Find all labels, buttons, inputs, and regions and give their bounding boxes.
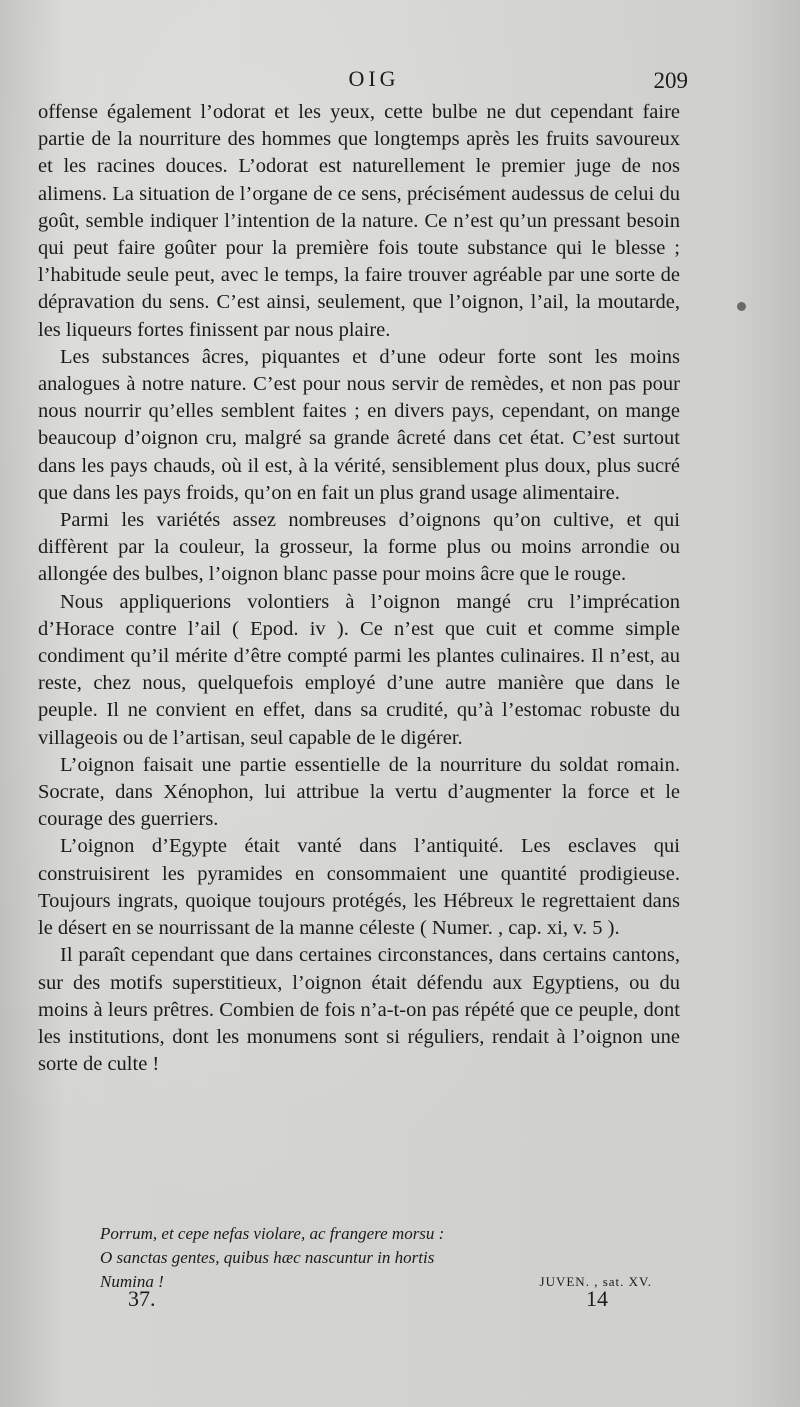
page-header [60, 66, 688, 100]
paragraph-4: Nous appliquerions volontiers à l’oignon mangé cru l’imprécation d’Horace contre l’ail ( Epod. iv ). Ce n’est que cuit et comme simple condiment qu’il mérite d’être compté parmi les plantes culinaires. Il n’est, au reste, chez nous, quelquefois employé d’une autre manière que dans le peuple. Il ne convient en effet, dans sa crudité, qu’à l’estomac robuste du villageois ou de l’artisan, seul capable de le digérer. [38, 590, 680, 749]
body-text [38, 99, 680, 1078]
signature-mark: 14 [586, 1286, 608, 1311]
latin-quotation [100, 1222, 652, 1294]
paragraph-2: Les substances âcres, piquantes et d’une odeur forte sont les moins analogues à notre nature. C’est pour nous servir de remèdes, et non pas pour nous nourrir qu’elles semblent faites ; en divers pays, cependant, on mange beaucoup d’oignon cru, malgré sa grande âcreté dans cet état. C’est surtout dans les pays chauds, où il est, à la vérité, sensiblement plus doux, plus sucré que dans les pays froids, qu’on en fait un plus grand usage alimentaire. [38, 345, 680, 504]
quote-citation: JUVEN. , sat. XV. [539, 1274, 652, 1289]
ink-speck [737, 302, 746, 311]
paragraph-3: Parmi les variétés assez nombreuses d’oignons qu’on cultive, et qui diffèrent par la couleur, la grosseur, la forme plus ou moins arrondie ou allongée des bulbes, l’oignon blanc passe pour moins âcre que le rouge. [38, 509, 680, 586]
volume-mark: 37. [128, 1286, 156, 1311]
paragraph-6: L’oignon d’Egypte était vanté dans l’antiquité. Les esclaves qui construisirent les pyramides en consommaient une quantité prodigieuse. Toujours ingrats, quoique toujours protégés, les Hébreux le regrettaient dans le désert en se nourrissant de la manne céleste ( Numer. , cap. xi, v. 5 ). [38, 835, 680, 940]
paragraph-5: L’oignon faisait une partie essentielle de la nourriture du soldat romain. Socrate, dans Xénophon, lui attribue la vertu d’augmenter la force et le courage des guerriers. [38, 753, 680, 831]
quote-line-1: Porrum, et cepe nefas violare, ac frangere morsu : [100, 1224, 445, 1243]
page-number: 209 [653, 68, 688, 93]
quote-line-3: Numina ! [100, 1272, 164, 1291]
page-footer [128, 1286, 608, 1316]
paragraph-7: Il paraît cependant que dans certaines circonstances, dans certains cantons, sur des motifs superstitieux, l’oignon était défendu aux Egyptiens, ou du moins à leurs prêtres. Combien de fois n’a-t-on pas répété que ce peuple, dont les institutions, dont les monumens sont si réguliers, rendait à l’oignon une sorte de culte ! [38, 944, 680, 1076]
running-head: OIG [348, 66, 400, 91]
quote-line-2: O sanctas gentes, quibus hæc nascuntur in hortis [100, 1248, 435, 1267]
paragraph-1: offense également l’odorat et les yeux, cette bulbe ne dut cependant faire partie de la nourriture des hommes que longtemps après les fruits savoureux et les racines douces. L’odorat est naturellement le premier juge de nos alimens. La situation de l’organe de ce sens, précisément audessus de celui du goût, semble indiquer l’intention de la nature. Ce n’est qu’un pressant besoin qui peut faire goûter pour la première fois toute substance qui le blesse ; l’habitude seule peut, avec le temps, la faire trouver agréable par une sorte de dépravation du sens. C’est ainsi, seulement, que l’oignon, l’ail, la moutarde, les liqueurs fortes finissent par nous plaire. [38, 101, 680, 341]
